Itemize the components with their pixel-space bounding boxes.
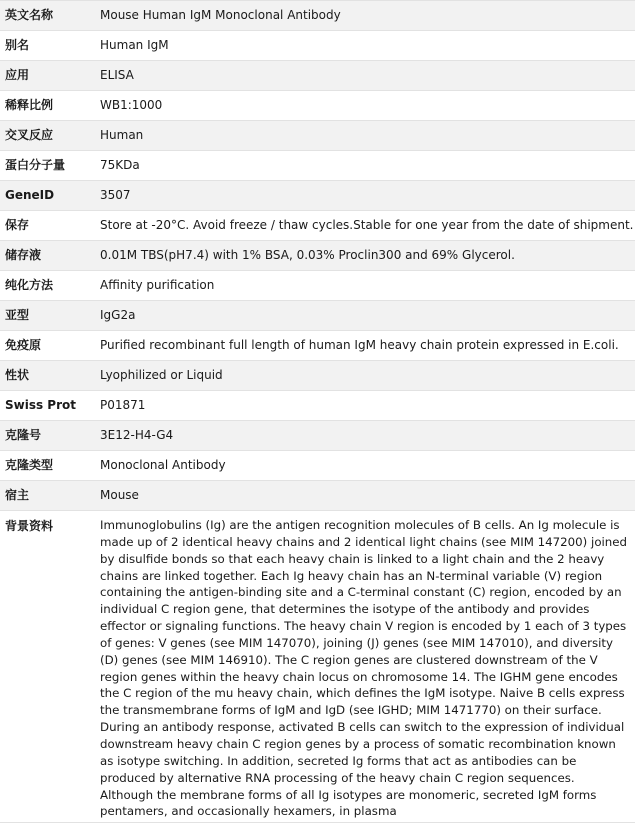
spec-row-clone-type xyxy=(0,451,635,481)
row-value: 3507 xyxy=(93,181,635,211)
row-value: Monoclonal Antibody xyxy=(93,451,635,481)
row-label: 英文名称 xyxy=(0,1,93,31)
row-label: 宿主 xyxy=(0,481,93,511)
row-value: Affinity purification xyxy=(93,271,635,301)
row-value: Human IgM xyxy=(93,31,635,61)
spec-row-gene-id xyxy=(0,181,635,211)
row-label: 交叉反应 xyxy=(0,121,93,151)
row-label: 应用 xyxy=(0,61,93,91)
spec-row-application xyxy=(0,61,635,91)
row-label: 免疫原 xyxy=(0,331,93,361)
spec-row-host xyxy=(0,481,635,511)
spec-row-dilution xyxy=(0,91,635,121)
row-value: 0.01M TBS(pH7.4) with 1% BSA, 0.03% Proclin300 and 69% Glycerol. xyxy=(93,241,635,271)
row-value: P01871 xyxy=(93,391,635,421)
spec-row-background xyxy=(0,511,635,823)
row-value: Purified recombinant full length of human IgM heavy chain protein expressed in E.coli. xyxy=(93,331,635,361)
row-value: Mouse xyxy=(93,481,635,511)
spec-row-immunogen xyxy=(0,331,635,361)
row-label: Swiss Prot xyxy=(0,391,93,421)
row-label: 性状 xyxy=(0,361,93,391)
row-label: 别名 xyxy=(0,31,93,61)
row-label: 背景资料 xyxy=(0,511,93,823)
spec-row-english-name xyxy=(0,1,635,31)
spec-row-cross-reactivity xyxy=(0,121,635,151)
spec-row-storage-buffer xyxy=(0,241,635,271)
row-value: IgG2a xyxy=(93,301,635,331)
row-label: 稀释比例 xyxy=(0,91,93,121)
row-value: 75KDa xyxy=(93,151,635,181)
row-value: WB1:1000 xyxy=(93,91,635,121)
row-label: 蛋白分子量 xyxy=(0,151,93,181)
row-value: Store at -20°C. Avoid freeze / thaw cycles.Stable for one year from the date of shipment. xyxy=(93,211,635,241)
spec-row-form xyxy=(0,361,635,391)
spec-row-molecular-weight xyxy=(0,151,635,181)
row-value: Mouse Human IgM Monoclonal Antibody xyxy=(93,1,635,31)
row-label: 保存 xyxy=(0,211,93,241)
row-value: Lyophilized or Liquid xyxy=(93,361,635,391)
background-description: Immunoglobulins (Ig) are the antigen recognition molecules of B cells. An Ig molecule is made up of 2 identical heavy chains and 2 identical light chains (see MIM 147200) joined by disulfide bonds so that each heavy chain is linked to a light chain and the 2 heavy chains are linked together. Each Ig heavy chain has an N-terminal variable (V) region containing the antigen-binding site and a C-terminal constant (C) region, encoded by an individual C region gene, that determines the isotype of the antibody and provides effector or signaling functions. The heavy chain V region is encoded by 1 each of 3 types of genes: V genes (see MIM 147070), joining (J) genes (see MIM 147010), and diversity (D) genes (see MIM 146910). The C region genes are clustered downstream of the V region genes within the heavy chain locus on chromosome 14. The IGHM gene encodes the C region of the mu heavy chain, which defines the IgM isotype. Naive B cells express the transmembrane forms of IgM and IgD (see IGHD; MIM 1471770) on their surface. During an antibody response, activated B cells can switch to the expression of individual downstream heavy chain C region genes by a process of somatic recombination known as isotype switching. In addition, secreted Ig forms that act as antibodies can be produced by alternative RNA processing of the heavy chain C region sequences. Although the membrane forms of all Ig isotypes are monomeric, secreted IgM forms pentamers, and occasionally hexamers, in plasma xyxy=(93,511,635,823)
spec-row-storage xyxy=(0,211,635,241)
row-label: GeneID xyxy=(0,181,93,211)
row-value: Human xyxy=(93,121,635,151)
spec-row-purification xyxy=(0,271,635,301)
row-label: 克隆号 xyxy=(0,421,93,451)
row-label: 纯化方法 xyxy=(0,271,93,301)
spec-row-swiss-prot xyxy=(0,391,635,421)
row-label: 亚型 xyxy=(0,301,93,331)
row-value: 3E12-H4-G4 xyxy=(93,421,635,451)
spec-row-isotype xyxy=(0,301,635,331)
row-value: ELISA xyxy=(93,61,635,91)
row-label: 储存液 xyxy=(0,241,93,271)
spec-row-alias xyxy=(0,31,635,61)
spec-row-clone-number xyxy=(0,421,635,451)
row-label: 克隆类型 xyxy=(0,451,93,481)
